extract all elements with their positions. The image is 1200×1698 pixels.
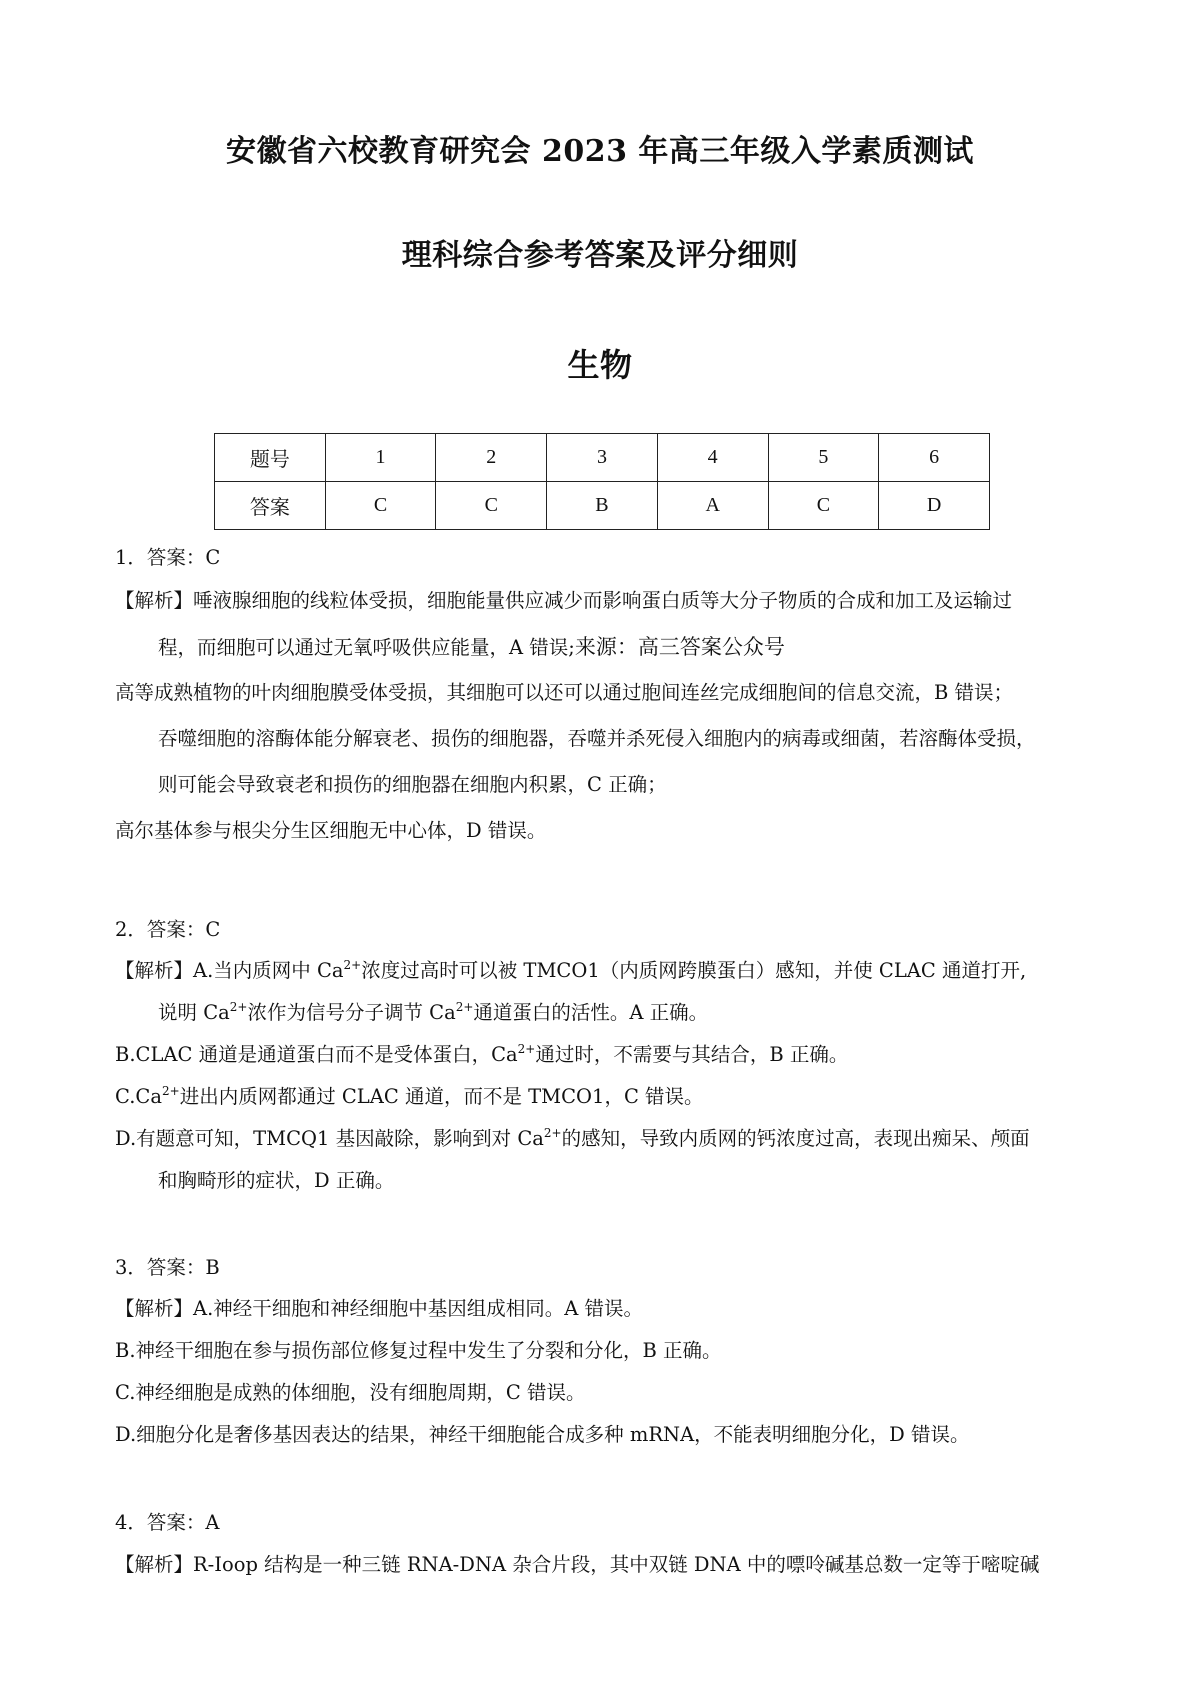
q1-line-3: 高等成熟植物的叶肉细胞膜受体受损，其细胞可以还可以通过胞间连丝完成细胞间的信息交流，B 错误；	[115, 681, 1014, 704]
superscript: 2+	[161, 1084, 180, 1098]
q2-line-4	[115, 1085, 1095, 1108]
text: 浓作为信号分子调节 Ca	[247, 1001, 456, 1024]
document-subtitle: 理科综合参考答案及评分细则	[401, 238, 799, 273]
q4-answer: 4．答案：A	[115, 1511, 220, 1534]
superscript: 2+	[229, 1000, 248, 1014]
row-label-number: 题号	[215, 434, 326, 482]
q4-line-1: 【解析】R-Ioop 结构是一种三链 RNA-DNA 杂合片段，其中双链 DNA 中的嘌呤碱基总数一定等于嘧啶碱	[115, 1553, 1040, 1576]
q1-answer: 1．答案：C	[115, 546, 221, 569]
q2-answer: 2．答案：C	[115, 918, 221, 941]
q2-line-5	[115, 1127, 1095, 1150]
q3-line-3: C.神经细胞是成熟的体细胞，没有细胞周期，C 错误。	[115, 1381, 586, 1404]
q3-answer: 3．答案：B	[115, 1256, 220, 1279]
cell-number: 5	[768, 434, 879, 482]
source-watermark: 来源：高三答案公众号	[574, 635, 785, 659]
row-label-answer: 答案	[215, 482, 326, 530]
answer-table	[214, 433, 990, 530]
text: 浓度过高时可以被 TMCO1（内质网跨膜蛋白）感知，并使 CLAC 通道打开,	[361, 959, 1027, 982]
cell-answer: C	[325, 482, 436, 530]
q3-line-2: B.神经干细胞在参与损伤部位修复过程中发生了分裂和分化，B 正确。	[115, 1339, 722, 1362]
cell-answer: C	[768, 482, 879, 530]
text: 说明 Ca	[158, 1001, 230, 1024]
q1-line-2-text: 程，而细胞可以通过无氧呼吸供应能量，A 错误;	[158, 636, 575, 659]
cell-answer: C	[436, 482, 547, 530]
superscript: 2+	[455, 1000, 474, 1014]
text: 进出内质网都通过 CLAC 通道，而不是 TMCO1，C 错误。	[179, 1085, 704, 1108]
superscript: 2+	[517, 1042, 536, 1056]
cell-number: 6	[879, 434, 990, 482]
text: 的感知，导致内质网的钙浓度过高，表现出痴呆、颅面	[561, 1127, 1030, 1150]
cell-number: 2	[436, 434, 547, 482]
cell-number: 4	[657, 434, 768, 482]
q2-line-1	[115, 959, 1095, 982]
q1-line-2	[158, 635, 1138, 660]
q2-line-6: 和胸畸形的症状，D 正确。	[158, 1169, 395, 1192]
q1-line-1: 【解析】唾液腺细胞的线粒体受损，细胞能量供应减少而影响蛋白质等大分子物质的合成和加工及运输过	[115, 589, 1013, 612]
text: 通过时，不需要与其结合，B 正确。	[535, 1043, 849, 1066]
q2-line-2	[158, 1001, 1138, 1024]
q3-line-4: D.细胞分化是奢侈基因表达的结果，神经干细胞能合成多种 mRNA，不能表明细胞分化，D 错误。	[115, 1423, 970, 1446]
q3-line-1: 【解析】A.神经干细胞和神经细胞中基因组成相同。A 错误。	[115, 1297, 644, 1320]
cell-answer: B	[547, 482, 658, 530]
text: 【解析】A.当内质网中 Ca	[115, 959, 344, 982]
q1-line-6: 高尔基体参与根尖分生区细胞无中心体，D 错误。	[115, 819, 547, 842]
q1-line-5: 则可能会导致衰老和损伤的细胞器在细胞内积累，C 正确；	[158, 773, 667, 796]
text: D.有题意可知，TMCQ1 基因敲除，影响到对 Ca	[115, 1127, 544, 1150]
superscript: 2+	[343, 958, 362, 972]
cell-number: 3	[547, 434, 658, 482]
document-title: 安徽省六校教育研究会 2023 年高三年级入学素质测试	[226, 134, 974, 169]
cell-answer: D	[879, 482, 990, 530]
superscript: 2+	[543, 1126, 562, 1140]
table-row-answers	[215, 482, 990, 530]
q1-line-4: 吞噬细胞的溶酶体能分解衰老、损伤的细胞器，吞噬并杀死侵入细胞内的病毒或细菌，若溶酶体受损，	[158, 727, 1036, 750]
table-row-numbers	[215, 434, 990, 482]
q2-line-3	[115, 1043, 1095, 1066]
text: B.CLAC 通道是通道蛋白而不是受体蛋白，Ca	[115, 1043, 518, 1066]
cell-number: 1	[325, 434, 436, 482]
cell-answer: A	[657, 482, 768, 530]
text: 通道蛋白的活性。A 正确。	[473, 1001, 709, 1024]
subject-heading: 生物	[567, 346, 633, 384]
text: C.Ca	[115, 1085, 162, 1108]
